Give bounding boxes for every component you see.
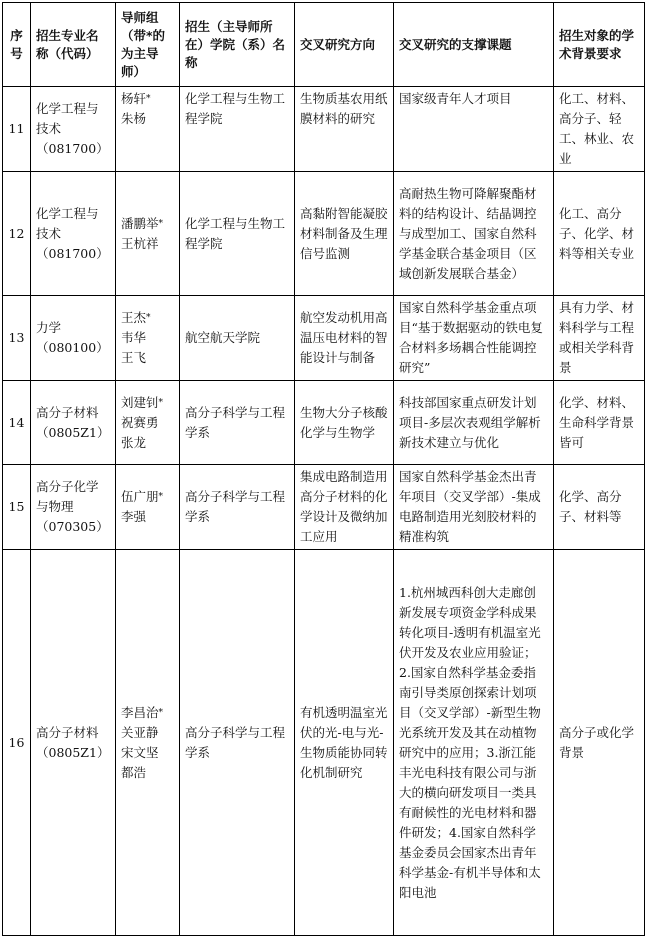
direction-cell: 生物质基农用纸膜材料的研究: [295, 87, 394, 172]
major-cell: [31, 172, 116, 296]
tutor-name: 李强: [121, 509, 147, 524]
tutor-name: 王飞: [121, 350, 147, 365]
background-cell: 化学、高分子、材料等: [554, 465, 645, 550]
tutor-name: 韦华: [121, 330, 147, 345]
table-row: [3, 296, 645, 381]
enrollment-table: [2, 2, 645, 936]
tutor-name: 王杰*: [121, 310, 151, 325]
tutor-name: 都浩: [121, 764, 147, 780]
row-no: 16: [3, 550, 31, 936]
college-cell: 化学工程与生物工程学院: [180, 87, 295, 172]
row-no: 13: [3, 296, 31, 381]
header-direction: 交叉研究方向: [295, 3, 394, 87]
major-name: 高分子材料: [36, 724, 99, 740]
tutor-name: 宋文坚: [121, 744, 159, 760]
major-cell: [31, 381, 116, 465]
projects-cell: 国家级青年人才项目: [394, 87, 554, 172]
header-background: 招生对象的学术背景要求: [554, 3, 645, 87]
major-cell: [31, 550, 116, 936]
tutors-cell: [116, 381, 180, 465]
tutor-name: 潘鹏举*: [121, 215, 164, 231]
projects-cell: 1.杭州城西科创大走廊创新发展专项资金学科成果转化项目-透明有机温室光伏开发及农业应用验证；2.国家自然科学基金委指南引导类原创探索计划项目（交叉学部）-新型生物光系统开发及其在动植物研究中的应用；3.浙江能丰光电科技有限公司与浙大的横向研发项目一类具有耐候性的光电材料和器件研发；4.国家自然科学基金委员会国家杰出青年科学基金-有机半导体和太阳电池: [394, 550, 554, 936]
background-cell: 具有力学、材料科学与工程或相关学科背景: [554, 296, 645, 381]
main-tutor-marker: *: [158, 218, 164, 229]
major-name: 化学工程与技术: [36, 101, 99, 136]
tutor-name: 祝赛勇: [121, 414, 159, 430]
major-code: （081700）: [36, 245, 109, 261]
header-row: [3, 3, 645, 87]
main-tutor-marker: *: [158, 707, 164, 718]
major-code: （0805Z1）: [36, 744, 110, 760]
direction-cell: 有机透明温室光伏的光-电与光-生物质能协同转化机制研究: [295, 550, 394, 936]
college-cell: 化学工程与生物工程学院: [180, 172, 295, 296]
tutors-cell: [116, 172, 180, 296]
main-tutor-marker: *: [158, 397, 164, 408]
college-cell: 高分子科学与工程学系: [180, 465, 295, 550]
major-name: 高分子材料: [36, 404, 99, 420]
main-tutor-marker: *: [146, 313, 151, 323]
major-name: 力学: [36, 320, 62, 335]
tutors-cell: [116, 87, 180, 172]
major-name: 高分子化学与物理: [36, 479, 99, 514]
tutor-name: 朱杨: [121, 111, 147, 126]
tutor-name: 杨轩*: [121, 91, 151, 106]
college-cell: 高分子科学与工程学系: [180, 550, 295, 936]
row-no: 15: [3, 465, 31, 550]
row-no: 14: [3, 381, 31, 465]
tutor-name: 伍广朋*: [121, 489, 164, 504]
direction-cell: 集成电路制造用高分子材料的化学设计及微纳加工应用: [295, 465, 394, 550]
tutor-name: 王杭祥: [121, 235, 159, 251]
tutor-name: 关亚静: [121, 724, 159, 740]
header-no: 序号: [3, 3, 31, 87]
major-code: （070305）: [36, 519, 109, 534]
header-major: 招生专业名称（代码）: [31, 3, 116, 87]
tutors-cell: [116, 550, 180, 936]
projects-cell: 国家自然科学基金杰出青年项目（交叉学部）-集成电路制造用光刻胶材料的精准构筑: [394, 465, 554, 550]
major-cell: [31, 465, 116, 550]
table-row: [3, 465, 645, 550]
major-cell: [31, 296, 116, 381]
tutors-cell: [116, 296, 180, 381]
table-row: [3, 550, 645, 936]
projects-cell: 国家自然科学基金重点项目“基于数据驱动的铁电复合材料多场耦合性能调控研究”: [394, 296, 554, 381]
direction-cell: 航空发动机用高温压电材料的智能设计与制备: [295, 296, 394, 381]
row-no: 12: [3, 172, 31, 296]
major-code: （081700）: [36, 141, 109, 156]
header-tutors: 导师组（带*的为主导师）: [116, 3, 180, 87]
direction-cell: 高黏附智能凝胶材料制备及生理信号监测: [295, 172, 394, 296]
major-code: （0805Z1）: [36, 424, 110, 440]
tutor-name: 李昌治*: [121, 704, 164, 720]
major-code: （080100）: [36, 340, 109, 355]
direction-cell: 生物大分子核酸化学与生物学: [295, 381, 394, 465]
projects-cell: 科技部国家重点研发计划项目-多层次表观组学解析新技术建立与优化: [394, 381, 554, 465]
background-cell: 高分子或化学背景: [554, 550, 645, 936]
row-no: 11: [3, 87, 31, 172]
college-cell: 航空航天学院: [180, 296, 295, 381]
major-name: 化学工程与技术: [36, 205, 99, 241]
main-tutor-marker: *: [146, 94, 151, 104]
table-row: [3, 87, 645, 172]
tutor-name: 张龙: [121, 434, 147, 450]
header-projects: 交叉研究的支撑课题: [394, 3, 554, 87]
tutor-name: 刘建钊*: [121, 394, 164, 410]
projects-cell: 高耐热生物可降解聚酯材料的结构设计、结晶调控与成型加工、国家自然科学基金联合基金项目（区域创新发展联合基金）: [394, 172, 554, 296]
college-cell: 高分子科学与工程学系: [180, 381, 295, 465]
background-cell: 化学、材料、生命科学背景皆可: [554, 381, 645, 465]
main-tutor-marker: *: [158, 492, 164, 502]
background-cell: 化工、高分子、化学、材料等相关专业: [554, 172, 645, 296]
header-college: 招生（主导师所在）学院（系）名称: [180, 3, 295, 87]
background-cell: 化工、材料、高分子、轻工、林业、农业: [554, 87, 645, 172]
major-cell: [31, 87, 116, 172]
table-row: [3, 381, 645, 465]
tutors-cell: [116, 465, 180, 550]
table-row: [3, 172, 645, 296]
